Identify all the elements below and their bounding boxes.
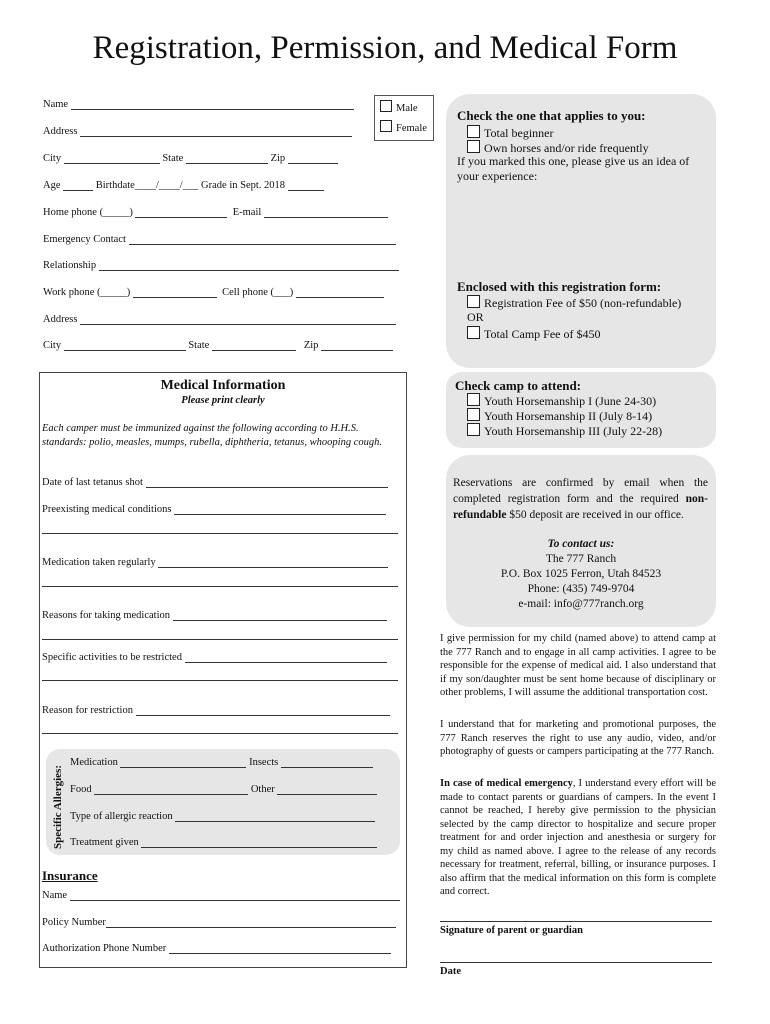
- home-phone-label: Home phone (_____): [43, 207, 133, 218]
- camper-address-field[interactable]: [43, 124, 352, 137]
- camp-panel: [446, 372, 716, 448]
- treatment-label: Treatment given: [70, 837, 139, 848]
- reservation-text-2: $50 deposit are received in our office.: [506, 509, 684, 521]
- camper-name-field[interactable]: [43, 97, 354, 110]
- experience-heading: Check the one that applies to you:: [457, 108, 646, 123]
- reasons-line[interactable]: [173, 608, 387, 621]
- city2-line[interactable]: [64, 338, 186, 351]
- contact-phone: Phone: (435) 749-9704: [527, 583, 635, 595]
- total-fee-option[interactable]: [467, 326, 600, 342]
- experience-note: If you marked this one, please give us an idea of your experience:: [457, 154, 690, 183]
- work-phone-line[interactable]: [133, 285, 217, 298]
- restricted-label: Specific activities to be restricted: [42, 652, 182, 663]
- camp-2-checkbox[interactable]: [467, 408, 480, 421]
- policy-number-label: Policy Number: [42, 917, 106, 928]
- gender-box: [374, 95, 434, 141]
- camper-city-row[interactable]: [43, 151, 338, 164]
- email-label: E-mail: [232, 207, 262, 218]
- allergy-food-row[interactable]: [70, 782, 377, 795]
- reasons-row[interactable]: [42, 608, 387, 621]
- contact-address: P.O. Box 1025 Ferron, Utah 84523: [500, 568, 662, 580]
- restricted-line[interactable]: [185, 650, 387, 663]
- reaction-label: Type of allergic reaction: [70, 811, 173, 822]
- camp-3-label: Youth Horsemanship III (July 22-28): [484, 424, 663, 438]
- grade-line[interactable]: [288, 178, 324, 191]
- age-line[interactable]: [63, 178, 93, 191]
- enclosed-heading: Enclosed with this registration form:: [457, 279, 662, 294]
- preexisting-row[interactable]: [42, 502, 386, 515]
- or-label: OR: [467, 310, 484, 324]
- allergy-insects-label: Insects: [249, 757, 279, 768]
- treatment-row[interactable]: [70, 835, 377, 848]
- zip2-label: Zip: [303, 340, 319, 351]
- allergy-medication-row[interactable]: [70, 755, 373, 768]
- auth-phone-line[interactable]: [169, 941, 391, 954]
- permission-paragraph-1: I give permission for my child (named above) to attend camp at the 777 Ranch and to engage in all camp activities. I agree to be responsible for the expense of medical aid. I also understand that if my son/daughter must be sent home because of disciplinary or other problems, I will assume the additional transportation cost.: [440, 633, 716, 698]
- reservation-text: [453, 475, 708, 523]
- registration-fee-option[interactable]: [467, 295, 681, 311]
- emergency-row[interactable]: [43, 232, 396, 245]
- home-phone-line[interactable]: [135, 205, 227, 218]
- state2-label: State: [188, 340, 210, 351]
- state2-line[interactable]: [212, 338, 296, 351]
- reaction-row[interactable]: [70, 809, 375, 822]
- grade-label: Grade in Sept. 2018: [201, 180, 286, 191]
- medication-row[interactable]: [42, 555, 388, 568]
- allergy-medication-label: Medication: [70, 757, 118, 768]
- camp-1-label: Youth Horsemanship I (June 24-30): [484, 394, 657, 408]
- medical-subheading: Please print clearly: [181, 395, 265, 406]
- contact-block: [446, 537, 716, 612]
- reason-restriction-row[interactable]: [42, 703, 390, 716]
- allergy-other-line[interactable]: [277, 782, 377, 795]
- work-phone-row[interactable]: [43, 285, 384, 298]
- work-phone-label: Work phone (_____): [43, 287, 131, 298]
- reason-restriction-line[interactable]: [136, 703, 390, 716]
- city-line[interactable]: [64, 151, 160, 164]
- allergy-medication-line[interactable]: [120, 755, 246, 768]
- policy-number-row[interactable]: [42, 915, 396, 928]
- cell-phone-line[interactable]: [296, 285, 384, 298]
- cell-phone-label: Cell phone (___): [222, 287, 294, 298]
- medication-line[interactable]: [158, 555, 388, 568]
- reason-restriction-line-2[interactable]: [42, 733, 398, 734]
- reasons-label: Reasons for taking medication: [42, 610, 171, 621]
- city2-label: City: [43, 340, 62, 351]
- immunization-note: Each camper must be immunized against the following according to H.H.S. standards: polio, measles, mumps, rubella, diphtheria, tetanus, whooping cough.: [42, 423, 382, 448]
- state-line[interactable]: [186, 151, 268, 164]
- emergency-line[interactable]: [129, 232, 396, 245]
- auth-phone-row[interactable]: [42, 941, 391, 954]
- preexisting-line-2[interactable]: [42, 533, 398, 534]
- restricted-row[interactable]: [42, 650, 387, 663]
- contact-heading: To contact us:: [547, 538, 615, 550]
- male-label: Male: [396, 103, 418, 114]
- camper-name-label: Name: [43, 99, 69, 110]
- home-phone-row[interactable]: [43, 205, 388, 218]
- own-horses-label: Own horses and/or ride frequently: [484, 141, 649, 155]
- beginner-checkbox[interactable]: [467, 125, 480, 138]
- preexisting-label: Preexisting medical conditions: [42, 504, 172, 515]
- auth-phone-label: Authorization Phone Number: [42, 943, 167, 954]
- policy-number-line[interactable]: [106, 915, 396, 928]
- preexisting-line[interactable]: [174, 502, 386, 515]
- insurance-name-line[interactable]: [70, 888, 400, 901]
- treatment-line[interactable]: [141, 835, 377, 848]
- emergency-bold: In case of medical emergency: [440, 778, 573, 789]
- city-label: City: [43, 153, 62, 164]
- allergy-other-label: Other: [250, 784, 275, 795]
- medication-label: Medication taken regularly: [42, 557, 156, 568]
- beginner-label: Total beginner: [484, 126, 554, 140]
- emergency-label: Emergency Contact: [43, 234, 126, 245]
- birthdate-label[interactable]: Birthdate____/____/___: [95, 180, 199, 191]
- camp-heading: Check camp to attend:: [455, 378, 582, 393]
- insurance-heading: Insurance: [42, 868, 98, 883]
- total-fee-checkbox[interactable]: [467, 326, 480, 339]
- allergy-insects-line[interactable]: [281, 755, 373, 768]
- reasons-line-2[interactable]: [42, 639, 398, 640]
- camp-option-2[interactable]: [467, 408, 652, 424]
- medical-heading: Medical Information: [160, 378, 286, 393]
- reason-restriction-label: Reason for restriction: [42, 705, 133, 716]
- female-checkbox[interactable]: [380, 120, 392, 132]
- camp-3-checkbox[interactable]: [467, 423, 480, 436]
- zip2-line[interactable]: [321, 338, 393, 351]
- reaction-line[interactable]: [175, 809, 375, 822]
- tetanus-line[interactable]: [146, 475, 388, 488]
- camper-address-label: Address: [43, 126, 78, 137]
- city2-row[interactable]: [43, 338, 393, 351]
- relationship-row[interactable]: [43, 258, 399, 271]
- camp-2-label: Youth Horsemanship II (July 8-14): [484, 409, 653, 423]
- signature-line[interactable]: [440, 921, 712, 922]
- signature-label: Signature of parent or guardian: [440, 925, 583, 936]
- camper-age-row[interactable]: [43, 178, 324, 191]
- allergy-food-line[interactable]: [94, 782, 248, 795]
- relationship-line[interactable]: [99, 258, 399, 271]
- permission-paragraph-3: [440, 777, 716, 899]
- contact-org: The 777 Ranch: [545, 553, 617, 565]
- email-line[interactable]: [264, 205, 388, 218]
- male-checkbox[interactable]: [380, 100, 392, 112]
- camp-1-checkbox[interactable]: [467, 393, 480, 406]
- address2-label: Address: [43, 314, 78, 325]
- date-line[interactable]: [440, 962, 712, 963]
- medication-line-2[interactable]: [42, 586, 398, 587]
- address2-row[interactable]: [43, 312, 396, 325]
- camp-option-3[interactable]: [467, 423, 662, 439]
- zip-label: Zip: [270, 153, 286, 164]
- allergies-label: Specific Allergies:: [52, 764, 64, 849]
- male-option[interactable]: [380, 100, 418, 114]
- camp-option-1[interactable]: [467, 393, 656, 409]
- total-fee-label: Total Camp Fee of $450: [484, 327, 601, 341]
- zip-line[interactable]: [288, 151, 338, 164]
- permission-paragraph-2: I understand that for marketing and promotional purposes, the 777 Ranch reserves the right to use any audio, video, and/or photography of guests or campers participating at the 777 Ranch.: [440, 719, 716, 757]
- experience-panel: [446, 94, 716, 368]
- contact-email[interactable]: e-mail: info@777ranch.org: [518, 598, 644, 610]
- reservation-text-1: Reservations are confirmed by email when the completed registration form and the required: [453, 477, 708, 505]
- allergies-panel: [46, 749, 400, 855]
- reservation-panel: [446, 455, 716, 627]
- registration-fee-label: Registration Fee of $50 (non-refundable): [484, 296, 682, 310]
- tetanus-label: Date of last tetanus shot: [42, 477, 143, 488]
- camper-name-line[interactable]: [71, 97, 354, 110]
- page-title: Registration, Permission, and Medical Form: [92, 30, 678, 66]
- age-label: Age: [43, 180, 61, 191]
- female-label: Female: [396, 123, 427, 134]
- insurance-name-row[interactable]: [42, 888, 400, 901]
- medical-box: [39, 372, 407, 968]
- own-horses-checkbox[interactable]: [467, 140, 480, 153]
- tetanus-row[interactable]: [42, 475, 388, 488]
- camper-address-line[interactable]: [80, 124, 352, 137]
- beginner-option[interactable]: [467, 125, 553, 141]
- restricted-line-2[interactable]: [42, 680, 398, 681]
- permission-paragraph-3-text: , I understand every effort will be made to contact parents or guardians of campers. In the event I cannot be reached, I hereby give permission to the physician selected by the camp director to hospitalize and secure proper treatment for and order injection and anesthesia or surgery for my child as named above. I agree to the release of any records necessary for treatment, referral, billing, or insurance purposes. I also affirm that the medical information on this form is complete and correct.: [440, 778, 716, 897]
- address2-line[interactable]: [80, 312, 396, 325]
- relationship-label: Relationship: [43, 260, 97, 271]
- insurance-name-label: Name: [42, 890, 68, 901]
- allergy-food-label: Food: [70, 784, 92, 795]
- registration-fee-checkbox[interactable]: [467, 295, 480, 308]
- female-option[interactable]: [380, 120, 427, 134]
- date-label: Date: [440, 966, 461, 977]
- reservation-bold: non-refundable: [453, 493, 708, 521]
- state-label: State: [162, 153, 184, 164]
